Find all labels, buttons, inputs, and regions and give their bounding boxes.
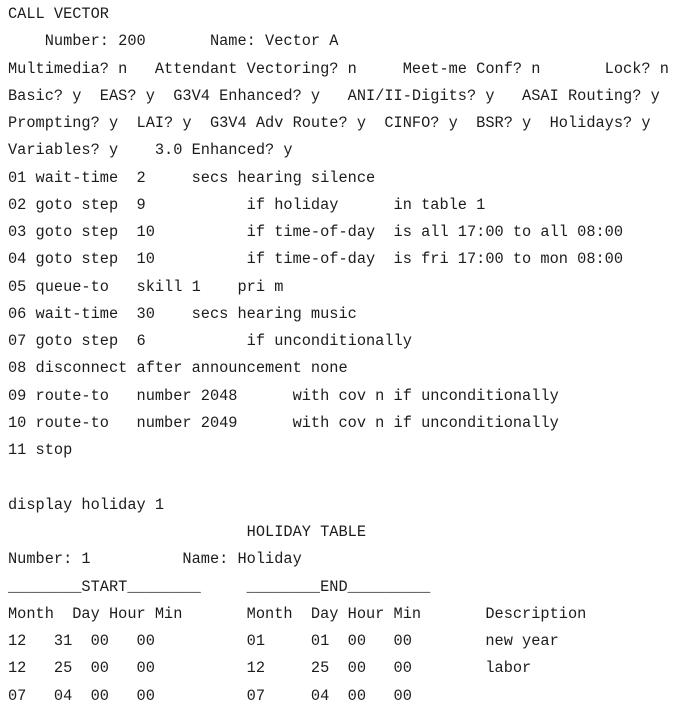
vector-step-03: 03 goto step 10 if time-of-day is all 17:00 to all 08:00 xyxy=(8,223,624,242)
vector-flags-line-2: Basic? y EAS? y G3V4 Enhanced? y ANI/II-Digits? y ASAI Routing? y xyxy=(8,86,660,105)
vector-step-07: 07 goto step 6 if unconditionally xyxy=(8,332,412,351)
holiday-start-end-header: ________START________ ________END_________ xyxy=(8,577,431,596)
vector-step-08: 08 disconnect after announcement none xyxy=(8,359,348,378)
holiday-table-title: HOLIDAY TABLE xyxy=(8,523,367,542)
vector-flags-line-3: Prompting? y LAI? y G3V4 Adv Route? y CINFO? y BSR? y Holidays? y xyxy=(8,114,651,133)
command-line: display holiday 1 xyxy=(8,495,165,514)
vector-step-11: 11 stop xyxy=(8,441,73,460)
holiday-number-name-line: Number: 1 Name: Holiday xyxy=(8,550,302,569)
vector-step-05: 05 queue-to skill 1 pri m xyxy=(8,277,284,296)
vector-step-04: 04 goto step 10 if time-of-day is fri 17:00 to mon 08:00 xyxy=(8,250,624,269)
vector-flags-line-4: Variables? y 3.0 Enhanced? y xyxy=(8,141,293,160)
holiday-column-headers: Month Day Hour Min Month Day Hour Min Description xyxy=(8,604,587,623)
vector-step-06: 06 wait-time 30 secs hearing music xyxy=(8,304,357,323)
vector-step-10: 10 route-to number 2049 with cov n if unconditionally xyxy=(8,413,559,432)
blank-line xyxy=(8,465,679,492)
vector-number-name-line: Number: 200 Name: Vector A xyxy=(8,32,339,51)
vector-step-02: 02 goto step 9 if holiday in table 1 xyxy=(8,195,486,214)
vector-step-01: 01 wait-time 2 secs hearing silence xyxy=(8,168,376,187)
holiday-row-2: 12 25 00 00 12 25 00 00 labor xyxy=(8,659,532,678)
holiday-row-1: 12 31 00 00 01 01 00 00 new year xyxy=(8,632,559,651)
holiday-row-3: 07 04 00 00 07 04 00 00 xyxy=(8,686,412,705)
vector-step-09: 09 route-to number 2048 with cov n if unconditionally xyxy=(8,386,559,405)
vector-flags-line-1: Multimedia? n Attendant Vectoring? n Meet-me Conf? n Lock? n xyxy=(8,59,669,78)
vector-title: CALL VECTOR xyxy=(8,5,109,23)
